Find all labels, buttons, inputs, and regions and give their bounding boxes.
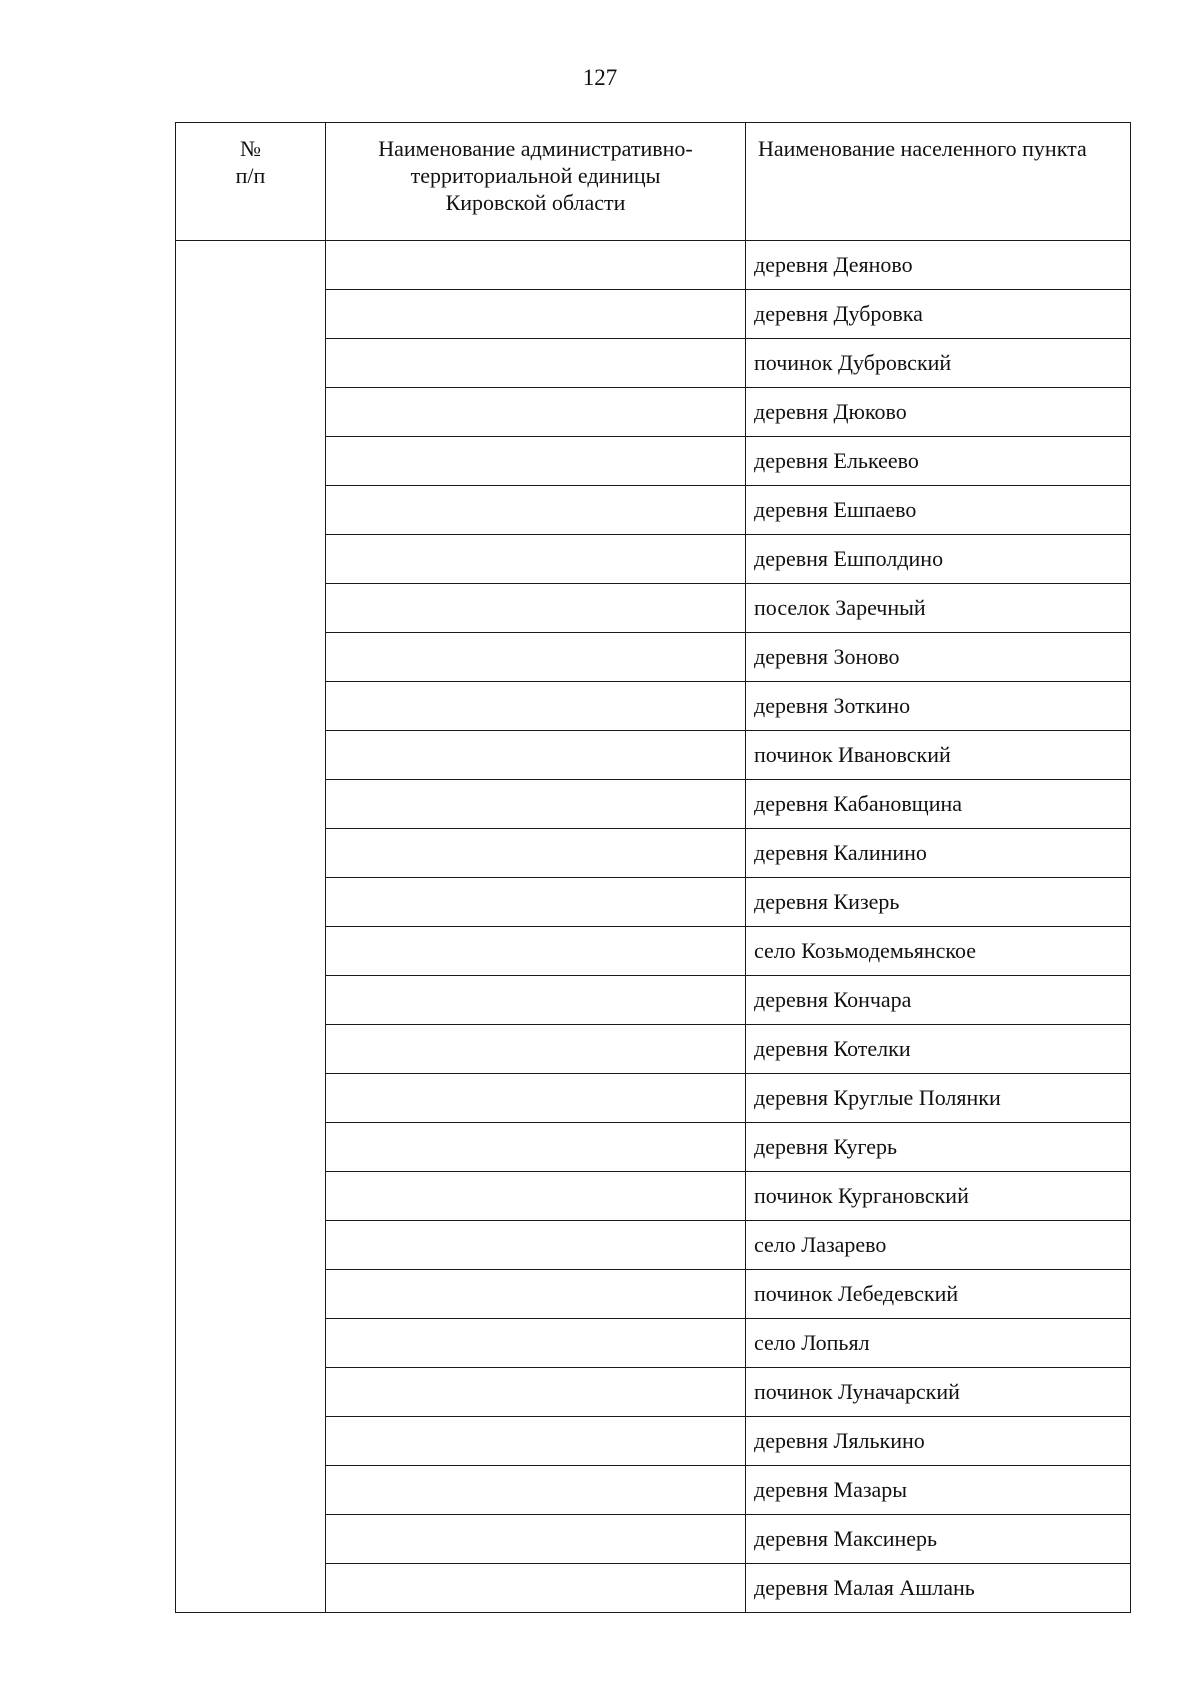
- cell-admin-unit: [326, 731, 746, 780]
- cell-number: [176, 1319, 326, 1368]
- table-header-row: [176, 123, 1131, 241]
- cell-settlement-name: деревня Деяново: [746, 241, 1131, 290]
- table-row: [176, 1270, 1131, 1319]
- header-admin-unit: [326, 123, 746, 241]
- cell-settlement-name: деревня Максинерь: [746, 1515, 1131, 1564]
- cell-settlement-name: деревня Лялькино: [746, 1417, 1131, 1466]
- cell-admin-unit: [326, 1074, 746, 1123]
- cell-number: [176, 829, 326, 878]
- table-row: [176, 1123, 1131, 1172]
- table-row: [176, 486, 1131, 535]
- table-row: [176, 1515, 1131, 1564]
- cell-number: [176, 1368, 326, 1417]
- settlements-table: [175, 122, 1131, 1613]
- table-row: [176, 241, 1131, 290]
- table-row: [176, 1074, 1131, 1123]
- cell-admin-unit: [326, 1417, 746, 1466]
- cell-number: [176, 731, 326, 780]
- cell-admin-unit: [326, 241, 746, 290]
- cell-number: [176, 339, 326, 388]
- cell-number: [176, 486, 326, 535]
- table-row: [176, 584, 1131, 633]
- cell-settlement-name: деревня Малая Ашлань: [746, 1564, 1131, 1613]
- cell-number: [176, 535, 326, 584]
- cell-admin-unit: [326, 1466, 746, 1515]
- cell-admin-unit: [326, 633, 746, 682]
- header-settlement: Наименование населенного пункта: [746, 123, 1131, 241]
- table-row: [176, 1221, 1131, 1270]
- cell-settlement-name: деревня Кончара: [746, 976, 1131, 1025]
- cell-number: [176, 584, 326, 633]
- cell-settlement-name: село Лазарево: [746, 1221, 1131, 1270]
- cell-admin-unit: [326, 388, 746, 437]
- table-row: [176, 1564, 1131, 1613]
- cell-admin-unit: [326, 1025, 746, 1074]
- table-row: [176, 878, 1131, 927]
- table-row: [176, 1368, 1131, 1417]
- cell-admin-unit: [326, 1172, 746, 1221]
- table-row: [176, 927, 1131, 976]
- cell-admin-unit: [326, 1515, 746, 1564]
- cell-admin-unit: [326, 976, 746, 1025]
- table-row: [176, 1466, 1131, 1515]
- header-admin-unit-line: Наименование административно-: [378, 136, 693, 161]
- cell-settlement-name: деревня Зоново: [746, 633, 1131, 682]
- table-row: [176, 780, 1131, 829]
- cell-admin-unit: [326, 1270, 746, 1319]
- table-row: [176, 535, 1131, 584]
- header-number-line: №: [240, 136, 261, 161]
- cell-settlement-name: деревня Елькеево: [746, 437, 1131, 486]
- cell-settlement-name: село Лопьял: [746, 1319, 1131, 1368]
- table-row: [176, 731, 1131, 780]
- cell-number: [176, 1515, 326, 1564]
- cell-admin-unit: [326, 339, 746, 388]
- cell-number: [176, 1417, 326, 1466]
- cell-settlement-name: деревня Зоткино: [746, 682, 1131, 731]
- table-row: [176, 388, 1131, 437]
- cell-admin-unit: [326, 1123, 746, 1172]
- table-row: [176, 976, 1131, 1025]
- cell-number: [176, 437, 326, 486]
- cell-number: [176, 1172, 326, 1221]
- cell-settlement-name: деревня Кабановщина: [746, 780, 1131, 829]
- cell-number: [176, 1564, 326, 1613]
- cell-settlement-name: деревня Котелки: [746, 1025, 1131, 1074]
- cell-number: [176, 388, 326, 437]
- cell-number: [176, 241, 326, 290]
- cell-admin-unit: [326, 682, 746, 731]
- page-number: 127: [582, 65, 618, 90]
- table-row: [176, 829, 1131, 878]
- cell-number: [176, 633, 326, 682]
- cell-admin-unit: [326, 486, 746, 535]
- table-row: [176, 437, 1131, 486]
- table-row: [176, 1417, 1131, 1466]
- cell-admin-unit: [326, 1319, 746, 1368]
- cell-number: [176, 927, 326, 976]
- cell-admin-unit: [326, 829, 746, 878]
- table-body: [176, 241, 1131, 1613]
- header-admin-unit-line: территориальной единицы: [410, 163, 661, 188]
- table-row: [176, 339, 1131, 388]
- cell-number: [176, 1074, 326, 1123]
- table-row: [176, 1319, 1131, 1368]
- cell-settlement-name: село Козьмодемьянское: [746, 927, 1131, 976]
- cell-admin-unit: [326, 780, 746, 829]
- cell-number: [176, 682, 326, 731]
- cell-number: [176, 1025, 326, 1074]
- table-row: [176, 1172, 1131, 1221]
- cell-settlement-name: деревня Кизерь: [746, 878, 1131, 927]
- cell-settlement-name: деревня Ешполдино: [746, 535, 1131, 584]
- cell-number: [176, 976, 326, 1025]
- cell-admin-unit: [326, 290, 746, 339]
- cell-settlement-name: деревня Калинино: [746, 829, 1131, 878]
- cell-settlement-name: деревня Дубровка: [746, 290, 1131, 339]
- cell-admin-unit: [326, 584, 746, 633]
- cell-settlement-name: деревня Кугерь: [746, 1123, 1131, 1172]
- cell-settlement-name: починок Луначарский: [746, 1368, 1131, 1417]
- cell-settlement-name: починок Дубровский: [746, 339, 1131, 388]
- cell-settlement-name: деревня Круглые Полянки: [746, 1074, 1131, 1123]
- cell-admin-unit: [326, 878, 746, 927]
- cell-admin-unit: [326, 437, 746, 486]
- header-number-line: п/п: [235, 163, 266, 188]
- cell-admin-unit: [326, 1221, 746, 1270]
- cell-settlement-name: деревня Ешпаево: [746, 486, 1131, 535]
- cell-settlement-name: деревня Дюково: [746, 388, 1131, 437]
- header-admin-unit-line: Кировской области: [445, 190, 626, 215]
- cell-number: [176, 878, 326, 927]
- cell-number: [176, 780, 326, 829]
- cell-number: [176, 1123, 326, 1172]
- cell-settlement-name: починок Кургановский: [746, 1172, 1131, 1221]
- cell-number: [176, 1270, 326, 1319]
- cell-admin-unit: [326, 1564, 746, 1613]
- table-row: [176, 1025, 1131, 1074]
- cell-number: [176, 1221, 326, 1270]
- table-row: [176, 682, 1131, 731]
- cell-number: [176, 1466, 326, 1515]
- cell-admin-unit: [326, 1368, 746, 1417]
- header-number: [176, 123, 326, 241]
- cell-admin-unit: [326, 927, 746, 976]
- cell-admin-unit: [326, 535, 746, 584]
- cell-settlement-name: починок Лебедевский: [746, 1270, 1131, 1319]
- cell-settlement-name: починок Ивановский: [746, 731, 1131, 780]
- table-row: [176, 633, 1131, 682]
- cell-settlement-name: поселок Заречный: [746, 584, 1131, 633]
- cell-settlement-name: деревня Мазары: [746, 1466, 1131, 1515]
- cell-number: [176, 290, 326, 339]
- table-row: [176, 290, 1131, 339]
